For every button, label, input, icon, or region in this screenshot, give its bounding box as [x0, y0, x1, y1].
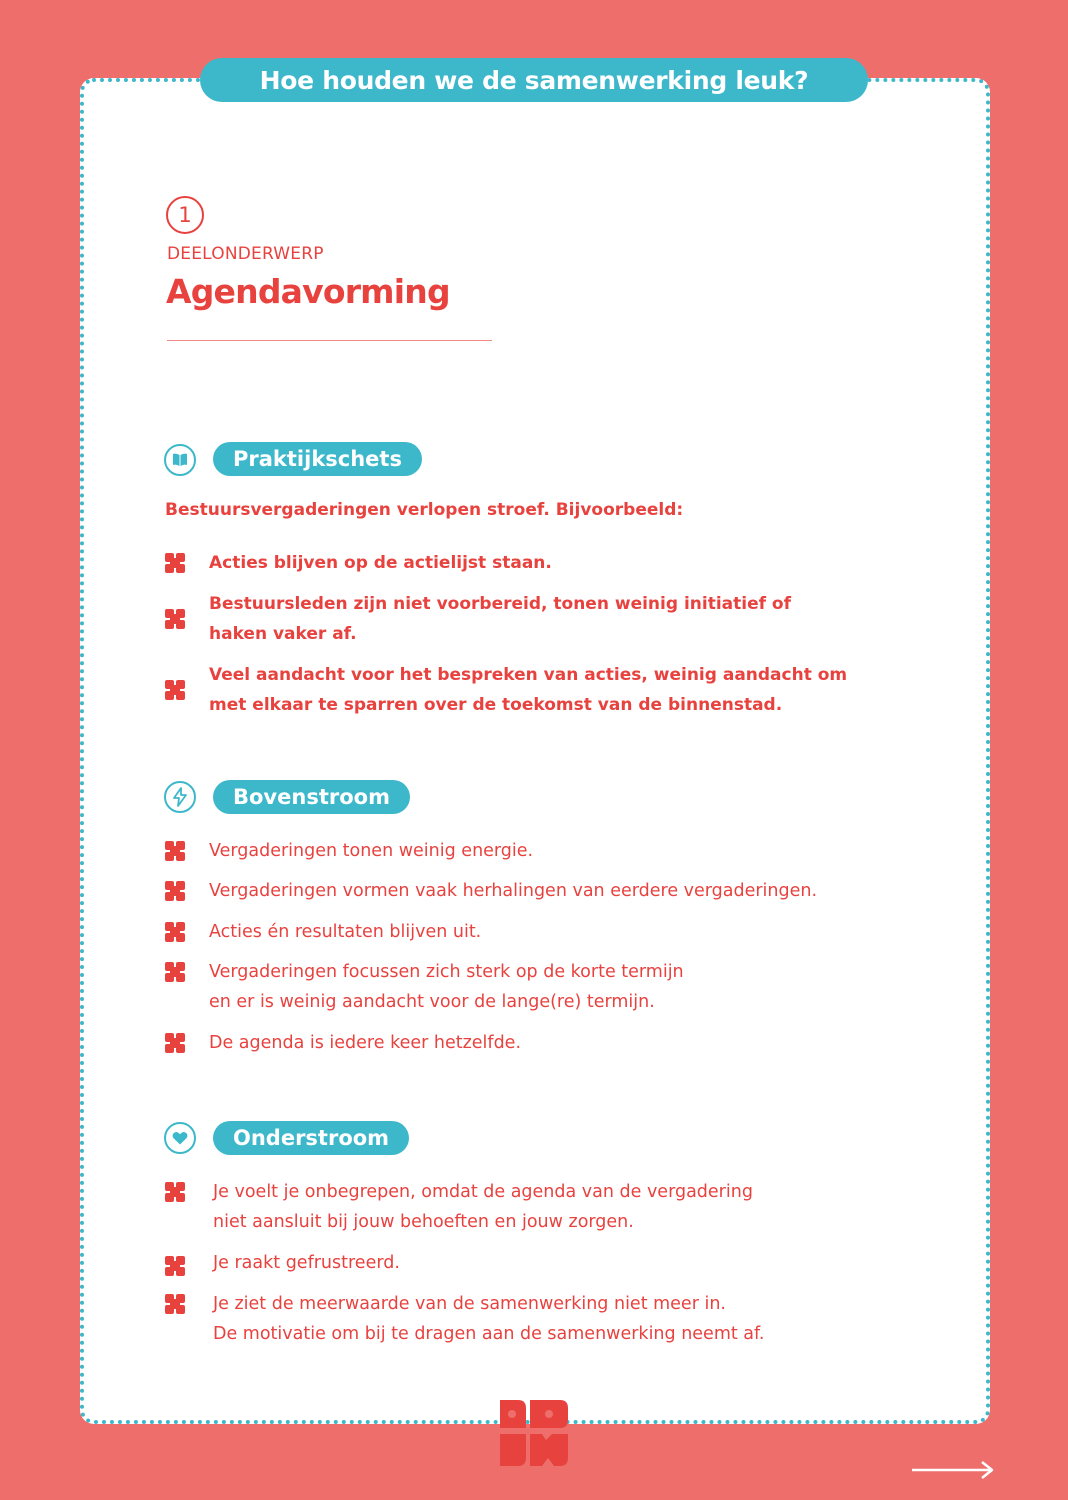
list-item	[164, 957, 684, 1017]
book-icon	[164, 444, 196, 476]
list-item-text: Bestuursleden zijn niet voorbereid, tonen weinig initiatief of haken vaker af.	[209, 594, 791, 644]
list-item-text: Vergaderingen tonen weinig energie.	[209, 841, 534, 861]
bullet-icon	[164, 1293, 186, 1315]
logo-icon	[498, 1398, 570, 1468]
list-item	[164, 1028, 521, 1058]
bullet-icon	[164, 552, 186, 574]
list-item-text: Je voelt je onbegrepen, omdat de agenda van de vergadering niet aansluit bij jouw behoeften en jouw zorgen.	[213, 1182, 753, 1232]
list-item	[164, 836, 533, 866]
topic-number-badge: 1	[166, 196, 204, 234]
next-arrow-icon[interactable]	[910, 1458, 996, 1482]
lightning-icon	[164, 781, 196, 813]
list-item-text: Acties én resultaten blijven uit.	[209, 922, 482, 942]
topic-eyebrow: DEELONDERWERP	[167, 244, 324, 264]
list-item-text: Vergaderingen vormen vaak herhalingen van eerdere vergaderingen.	[209, 881, 818, 901]
section-intro: Bestuursvergaderingen verlopen stroef. Bijvoorbeeld:	[165, 500, 684, 520]
bullet-icon	[164, 608, 186, 630]
list-item	[164, 1289, 764, 1349]
bullet-icon	[164, 840, 186, 862]
list-item-text: Acties blijven op de actielijst staan.	[209, 553, 552, 573]
list-item-text: Veel aandacht voor het bespreken van acties, weinig aandacht om met elkaar te sparren over de toekomst van de binnenstad.	[209, 665, 848, 715]
bullet-icon	[164, 921, 186, 943]
bullet-icon	[164, 679, 186, 701]
bullet-icon	[164, 1032, 186, 1054]
bullet-icon	[164, 1181, 186, 1203]
list-item	[164, 548, 552, 578]
list-item	[164, 917, 481, 947]
topic-title: Agendavorming	[166, 272, 450, 311]
section-label-bovenstroom: Bovenstroom	[213, 780, 410, 814]
section-label-onderstroom: Onderstroom	[213, 1121, 409, 1155]
bullet-icon	[164, 1255, 186, 1277]
list-item	[164, 1177, 753, 1237]
heart-icon	[164, 1122, 196, 1154]
list-item-text: Je raakt gefrustreerd.	[213, 1253, 400, 1273]
list-item	[164, 589, 791, 649]
list-item	[164, 1248, 400, 1278]
page-title: Hoe houden we de samenwerking leuk?	[200, 58, 868, 102]
list-item-text: De agenda is iedere keer hetzelfde.	[209, 1033, 522, 1053]
list-item	[164, 660, 847, 720]
section-label-praktijkschets: Praktijkschets	[213, 442, 422, 476]
list-item-text: Vergaderingen focussen zich sterk op de korte termijn en er is weinig aandacht voor de lange(re) termijn.	[209, 962, 684, 1012]
bullet-icon	[164, 961, 186, 983]
list-item-text: Je ziet de meerwaarde van de samenwerking niet meer in. De motivatie om bij te dragen aan de samenwerking neemt af.	[213, 1294, 765, 1344]
title-divider	[167, 340, 492, 341]
list-item	[164, 876, 817, 906]
bullet-icon	[164, 880, 186, 902]
